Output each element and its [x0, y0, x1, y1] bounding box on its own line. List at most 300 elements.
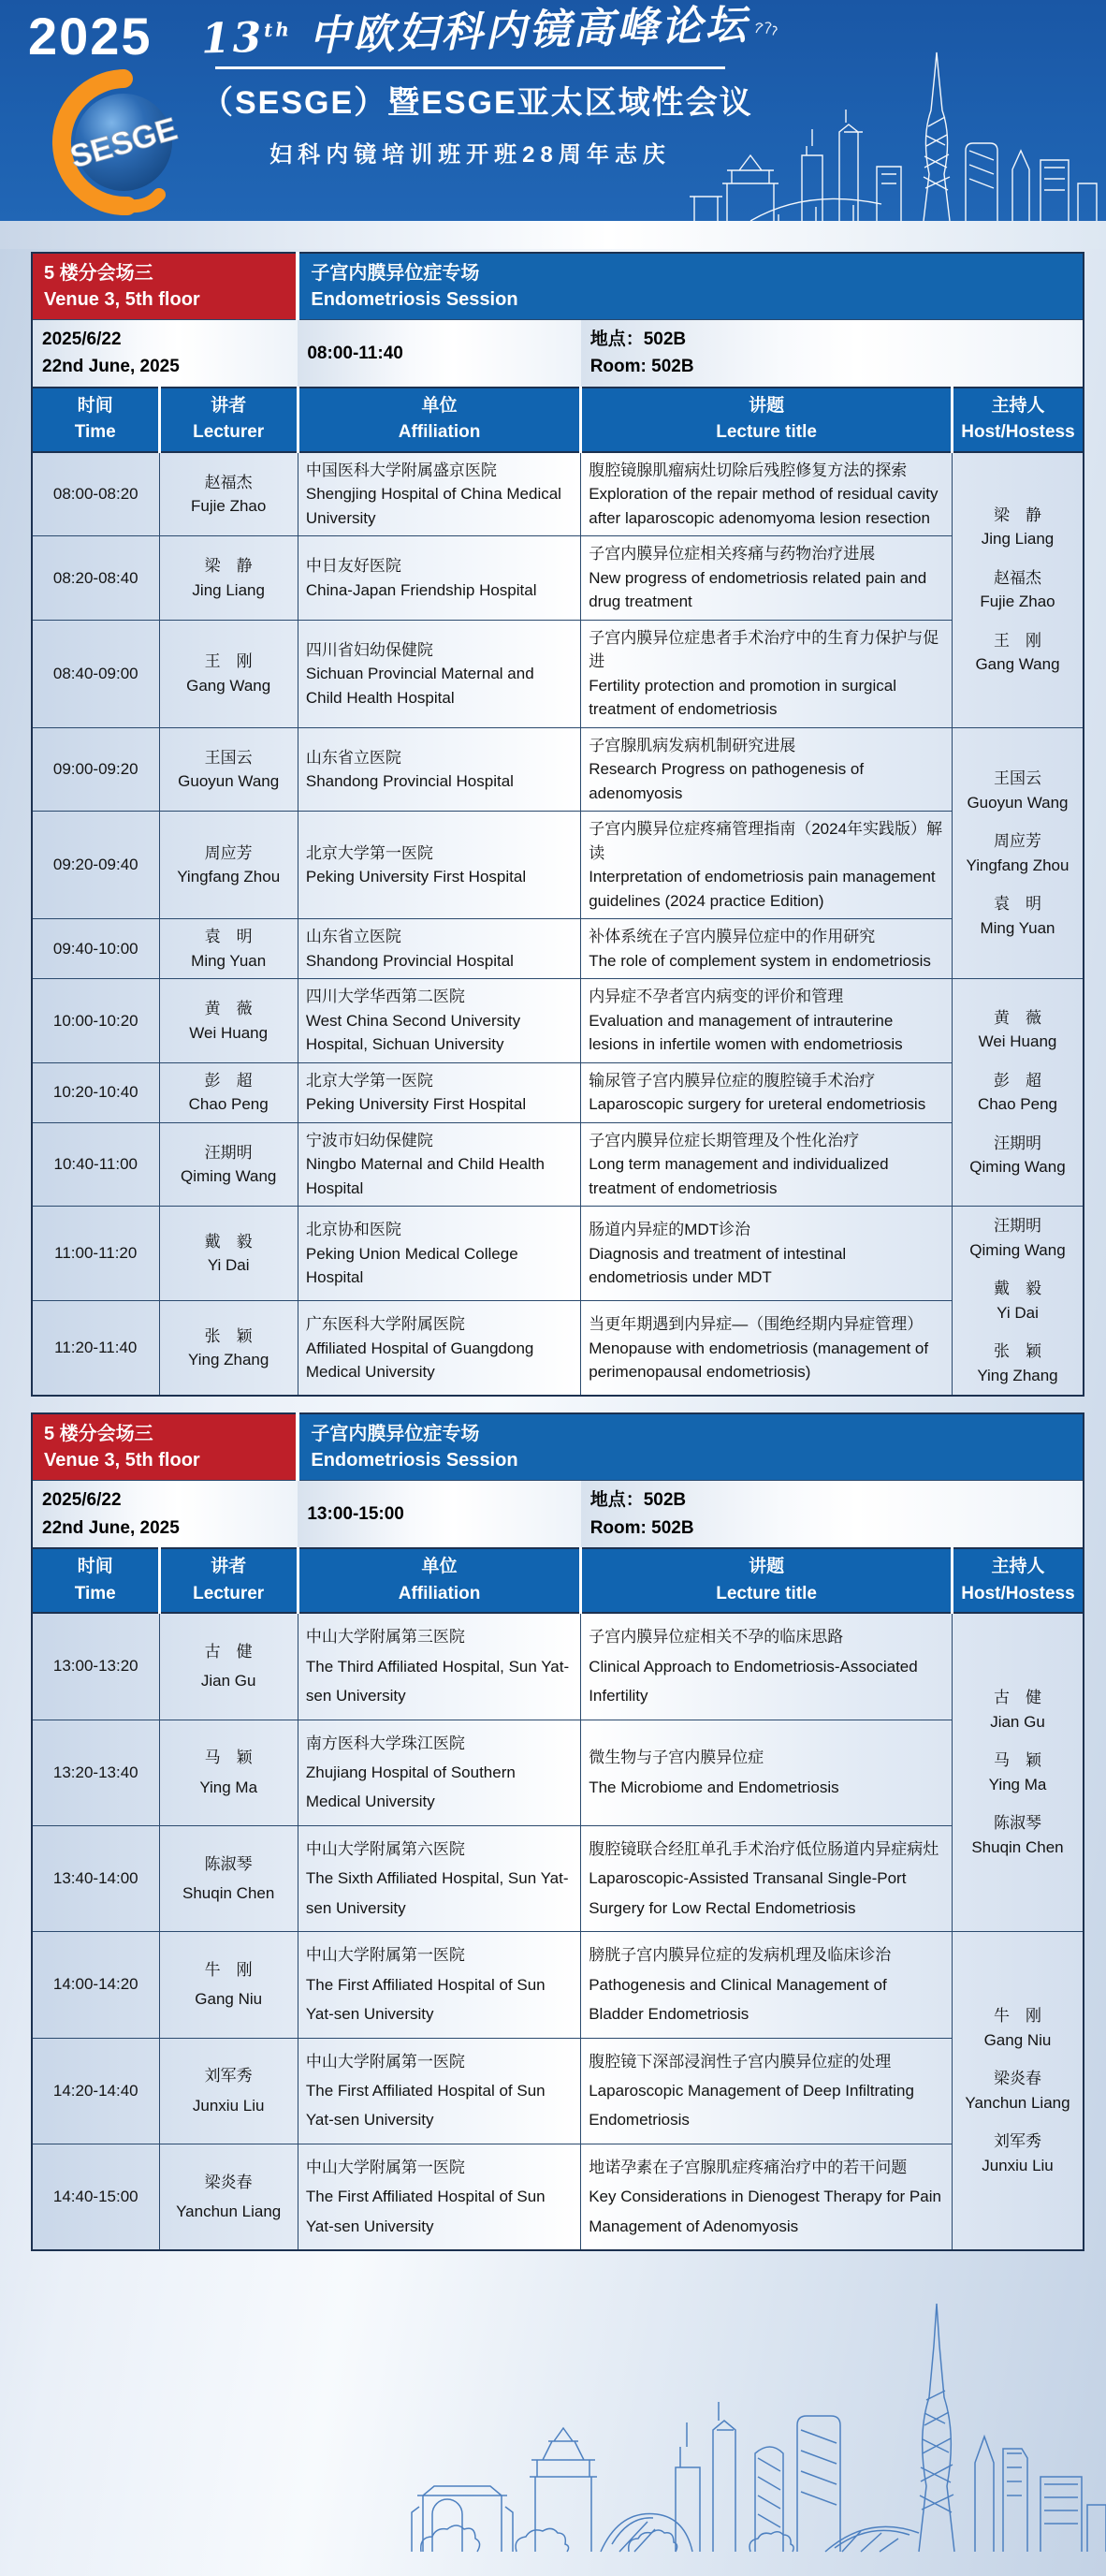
lecturer-cell	[159, 1720, 298, 1825]
banner-skyline-illustration	[638, 48, 1106, 221]
lecturer-cell	[159, 620, 298, 727]
lecturer-name-en: Wei Huang	[189, 1023, 269, 1042]
lecturer-name-cn: 彭 超	[204, 1071, 253, 1090]
time-cell: 14:20-14:40	[32, 2038, 159, 2144]
host-list	[954, 2004, 1081, 2177]
lecture-title-cell	[581, 919, 953, 979]
session-time-range-cell: 08:00-11:40	[298, 320, 580, 388]
session-meta-row	[32, 1481, 1084, 1548]
host-name-en: Ying Ma	[988, 1775, 1047, 1793]
affiliation-cn: 中山大学附属第一医院	[305, 2052, 465, 2071]
schedule-row	[32, 536, 1084, 621]
affiliation-cn: 中山大学附属第一医院	[305, 2158, 465, 2176]
session-meta-row	[32, 320, 1084, 388]
col-header-en: Host/Hostess	[961, 1583, 1075, 1603]
host-name-en: Shuqin Chen	[971, 1837, 1064, 1856]
lecture-title-en: Diagnosis and treatment of intestinal endometriosis under MDT	[589, 1244, 847, 1287]
affiliation-cn: 山东省立医院	[305, 928, 401, 946]
session-date-numeric: 2025/6/22	[42, 1490, 122, 1511]
host-name-cn: 马 颖	[993, 1751, 1041, 1770]
host-name-en: Fujie Zhao	[980, 593, 1055, 611]
col-header-cn: 主持人	[991, 395, 1045, 416]
track-cell	[298, 1413, 1084, 1481]
lecturer-name-en: Jing Liang	[192, 580, 265, 599]
venue-cell	[32, 253, 298, 320]
lecture-title-cn: 腹腔镜下深部浸润性子宫内膜异位症的处理	[589, 2052, 892, 2071]
host-list	[954, 504, 1081, 677]
host-name-cn: 汪期明	[993, 1134, 1041, 1152]
affiliation-cell	[298, 1613, 580, 1720]
lecture-title-cell	[581, 2144, 953, 2250]
affiliation-en: Shandong Provincial Hospital	[305, 772, 514, 791]
venue-name-en: Venue 3, 5th floor	[44, 289, 200, 310]
lecture-title-cell	[581, 1613, 953, 1720]
calligraphy-signature-marks	[754, 1, 779, 49]
host-name-cn: 袁 明	[993, 895, 1041, 914]
affiliation-cell	[298, 919, 580, 979]
venue-cell	[32, 1413, 298, 1481]
lecture-title-en: Key Considerations in Dienogest Therapy for Pain Management of Adenomyosis	[589, 2188, 941, 2235]
host-cell	[952, 452, 1084, 728]
schedule-row	[32, 1301, 1084, 1397]
lecture-title-cn: 子宫内膜异位症疼痛管理指南（2024年实践版）解读	[589, 820, 943, 862]
col-header-lecture-title	[581, 388, 953, 452]
lecture-title-en: New progress of endometriosis related pain and drug treatment	[589, 568, 927, 611]
col-header-cn: 讲者	[211, 395, 247, 416]
schedule-row	[32, 812, 1084, 919]
col-header-cn: 讲题	[749, 395, 785, 416]
host-entry	[954, 1006, 1081, 1054]
host-name-cn: 彭 超	[993, 1071, 1041, 1090]
host-name-en: Qiming Wang	[969, 1240, 1066, 1259]
affiliation-cn: 北京协和医院	[305, 1221, 401, 1239]
session-room-cell	[581, 320, 1084, 388]
venue-name-cn: 5 楼分会场三	[44, 263, 153, 284]
venue-name-cn: 5 楼分会场三	[44, 1424, 153, 1445]
lecturer-name-cn: 赵福杰	[204, 473, 253, 491]
lecture-title-en: Fertility protection and promotion in surgical treatment of endometriosis	[589, 676, 897, 719]
affiliation-en: Shengjing Hospital of China Medical University	[305, 485, 561, 527]
lecturer-name-en: Yanchun Liang	[176, 2202, 282, 2220]
lecture-title-cn: 输尿管子宫内膜异位症的腹腔镜手术治疗	[589, 1071, 876, 1090]
svg-text:SESGE: SESGE	[65, 110, 182, 176]
host-entry	[954, 829, 1081, 877]
lecturer-name-en: Chao Peng	[188, 1095, 269, 1114]
lecturer-name-en: Shuqin Chen	[182, 1884, 275, 1903]
affiliation-cell	[298, 2144, 580, 2250]
host-entry	[954, 1069, 1081, 1117]
col-header-en: Host/Hostess	[961, 422, 1075, 443]
lecturer-name-cn: 梁 静	[204, 557, 253, 576]
lecture-title-cn: 子宫腺肌病发病机制研究进展	[589, 736, 796, 754]
lecturer-name-en: Qiming Wang	[181, 1167, 277, 1186]
lecturer-cell	[159, 2038, 298, 2144]
lecturer-cell	[159, 1207, 298, 1301]
track-name-en: Endometriosis Session	[311, 289, 518, 310]
lecturer-name-en: Ying Ma	[199, 1778, 258, 1796]
venue-track-bar	[32, 253, 1084, 320]
host-name-en: Chao Peng	[977, 1095, 1058, 1114]
col-header-lecture-title	[581, 1548, 953, 1613]
lecture-title-cell	[581, 1720, 953, 1825]
lecturer-cell	[159, 919, 298, 979]
lecture-title-cn: 子宫内膜异位症相关疼痛与药物治疗进展	[589, 545, 876, 564]
host-entry	[954, 504, 1081, 551]
lecturer-name-en: Ying Zhang	[188, 1351, 269, 1369]
affiliation-en: Shandong Provincial Hospital	[305, 951, 514, 970]
column-header-row	[32, 388, 1084, 452]
track-name-en: Endometriosis Session	[311, 1450, 518, 1471]
lecturer-name-cn: 梁炎春	[204, 2173, 253, 2191]
session-block	[31, 1412, 1084, 2251]
host-name-cn: 刘军秀	[993, 2132, 1041, 2151]
host-entry	[954, 1214, 1081, 1262]
session-room-cn: 地点：502B	[589, 329, 687, 349]
host-name-cn: 牛 刚	[993, 2007, 1041, 2026]
lecture-title-cn: 内异症不孕者宫内病变的评价和管理	[589, 988, 844, 1006]
host-name-en: Ying Zhang	[977, 1366, 1058, 1384]
lecturer-cell	[159, 1613, 298, 1720]
schedule-row	[32, 979, 1084, 1063]
time-cell: 14:00-14:20	[32, 1932, 159, 2038]
venue-name-en: Venue 3, 5th floor	[44, 1450, 200, 1471]
lecture-title-cell	[581, 1122, 953, 1207]
session-date-cell	[32, 320, 298, 388]
lecture-title-en: Clinical Approach to Endometriosis-Associated Infertility	[589, 1657, 918, 1705]
schedule-row	[32, 620, 1084, 727]
lecture-title-cell	[581, 1207, 953, 1301]
host-cell	[952, 979, 1084, 1207]
affiliation-cell	[298, 1825, 580, 1931]
conference-tagline: 妇科内镜培训班开班28周年志庆	[269, 141, 671, 168]
host-list	[954, 767, 1081, 940]
lecturer-cell	[159, 1122, 298, 1207]
host-cell	[952, 1207, 1084, 1397]
col-header-affiliation	[298, 388, 580, 452]
lecture-title-en: Interpretation of endometriosis pain management guidelines (2024 practice Edition)	[589, 868, 936, 910]
schedule-row	[32, 1720, 1084, 1825]
lecture-title-en: The Microbiome and Endometriosis	[589, 1778, 839, 1796]
affiliation-cell	[298, 2038, 580, 2144]
host-entry	[954, 2067, 1081, 2115]
affiliation-en: West China Second University Hospital, Sichuan University	[305, 1011, 521, 1054]
affiliation-en: Peking University First Hospital	[305, 868, 527, 886]
host-name-cn: 梁炎春	[993, 2070, 1041, 2088]
col-header-en: Lecture title	[716, 422, 817, 443]
host-name-cn: 王国云	[993, 769, 1041, 788]
col-header-lecturer	[159, 388, 298, 452]
host-name-en: Gang Wang	[975, 655, 1060, 674]
time-cell: 09:20-09:40	[32, 812, 159, 919]
affiliation-cn: 宁波市妇幼保健院	[305, 1131, 433, 1149]
time-cell: 09:00-09:20	[32, 727, 159, 812]
lecturer-name-en: Gang Wang	[186, 676, 271, 695]
schedule-row	[32, 1932, 1084, 2038]
lecturer-name-cn: 古 健	[204, 1642, 253, 1661]
time-cell: 09:40-10:00	[32, 919, 159, 979]
session-room-en: Room: 502B	[589, 1517, 694, 1538]
col-header-cn: 单位	[421, 1557, 458, 1577]
lecturer-name-en: Fujie Zhao	[191, 497, 267, 516]
host-name-en: Jian Gu	[990, 1712, 1045, 1731]
host-entry	[954, 767, 1081, 814]
lecturer-cell	[159, 452, 298, 536]
affiliation-cn: 四川省妇幼保健院	[305, 640, 433, 659]
col-header-en: Lecture title	[716, 1583, 817, 1603]
host-entry	[954, 2004, 1081, 2052]
lecture-title-en: Laparoscopic Management of Deep Infiltrating Endometriosis	[589, 2081, 914, 2130]
lecture-title-cell	[581, 1062, 953, 1122]
lecturer-name-en: Yingfang Zhou	[177, 868, 281, 886]
affiliation-cell	[298, 452, 580, 536]
host-name-en: Yingfang Zhou	[966, 856, 1070, 874]
time-cell: 13:00-13:20	[32, 1613, 159, 1720]
affiliation-cn: 山东省立医院	[305, 748, 401, 767]
lecturer-cell	[159, 2144, 298, 2250]
host-name-en: Junxiu Liu	[982, 2156, 1054, 2174]
lecturer-name-cn: 王国云	[204, 748, 253, 767]
session-room-en: Room: 502B	[589, 357, 694, 377]
col-header-host-hostess	[952, 1548, 1084, 1613]
schedule-row	[32, 1825, 1084, 1931]
title-number: 13	[200, 13, 265, 64]
affiliation-en: Ningbo Maternal and Child Health Hospital	[305, 1155, 546, 1197]
lecture-title-cell	[581, 979, 953, 1063]
host-entry	[954, 1749, 1081, 1796]
col-header-host-hostess	[952, 388, 1084, 452]
lecturer-cell	[159, 812, 298, 919]
schedule-row	[32, 2144, 1084, 2250]
lecturer-cell	[159, 1062, 298, 1122]
lecturer-name-cn: 刘军秀	[204, 2067, 253, 2086]
schedule-row	[32, 727, 1084, 812]
affiliation-cell	[298, 979, 580, 1063]
affiliation-cell	[298, 1720, 580, 1825]
host-entry	[954, 1339, 1081, 1387]
lecture-title-en: Laparoscopic-Assisted Transanal Single-Port Surgery for Low Rectal Endometriosis	[589, 1869, 907, 1917]
affiliation-cn: 中国医科大学附属盛京医院	[305, 461, 497, 479]
col-header-en: Time	[74, 422, 116, 443]
col-header-en: Affiliation	[398, 1583, 481, 1603]
lecturer-name-en: Guoyun Wang	[178, 772, 280, 791]
lecture-title-en: Research Progress on pathogenesis of adenomyosis	[589, 760, 865, 802]
time-cell: 13:40-14:00	[32, 1825, 159, 1931]
host-name-cn: 戴 毅	[993, 1280, 1041, 1298]
host-list	[954, 1686, 1081, 1859]
col-header-cn: 主持人	[991, 1557, 1045, 1577]
host-name-en: Yanchun Liang	[965, 2093, 1070, 2112]
host-entry	[954, 892, 1081, 940]
host-name-en: Gang Niu	[983, 2030, 1052, 2049]
col-header-cn: 讲题	[749, 1557, 785, 1577]
lecture-title-en: Pathogenesis and Clinical Management of Bladder Endometriosis	[589, 1975, 887, 2024]
host-name-en: Yi Dai	[997, 1303, 1039, 1322]
host-name-cn: 王 刚	[993, 631, 1041, 650]
lecture-title-cell	[581, 2038, 953, 2144]
lecturer-name-cn: 汪期明	[204, 1143, 253, 1162]
title-ordinal: th	[263, 18, 293, 42]
affiliation-en: China-Japan Friendship Hospital	[305, 580, 537, 599]
host-name-en: Guoyun Wang	[967, 793, 1069, 812]
col-header-cn: 时间	[77, 1557, 113, 1577]
schedule-row	[32, 2038, 1084, 2144]
col-header-cn: 讲者	[211, 1557, 247, 1577]
session-date-text: 22nd June, 2025	[42, 1517, 180, 1538]
col-header-time	[32, 388, 159, 452]
lecture-title-en: Menopause with endometriosis (management of perimenopausal endometriosis)	[589, 1339, 929, 1382]
affiliation-en: Peking University First Hospital	[305, 1095, 527, 1114]
session-date-text: 22nd June, 2025	[42, 357, 180, 377]
lecture-title-cn: 地诺孕素在子宫腺肌症疼痛治疗中的若干问题	[589, 2158, 908, 2176]
host-entry	[954, 629, 1081, 677]
banner-bottom-strip	[0, 221, 1106, 249]
host-list	[954, 1214, 1081, 1387]
session-date-numeric: 2025/6/22	[42, 329, 122, 349]
lecture-title-cn: 子宫内膜异位症长期管理及个性化治疗	[589, 1131, 860, 1149]
host-name-cn: 周应芳	[993, 832, 1041, 851]
host-cell	[952, 727, 1084, 979]
lecturer-name-en: Ming Yuan	[191, 951, 267, 970]
host-cell	[952, 1932, 1084, 2250]
lecturer-cell	[159, 536, 298, 621]
time-cell: 14:40-15:00	[32, 2144, 159, 2250]
affiliation-cn: 四川大学华西第二医院	[305, 988, 465, 1006]
host-list	[954, 1006, 1081, 1179]
schedule-row	[32, 919, 1084, 979]
lecturer-name-cn: 黄 薇	[204, 1000, 253, 1018]
host-name-cn: 陈淑琴	[993, 1814, 1041, 1833]
host-name-en: Ming Yuan	[980, 918, 1055, 937]
lecture-title-en: Long term management and individualized treatment of endometriosis	[589, 1155, 889, 1197]
host-entry	[954, 1132, 1081, 1179]
col-header-cn: 单位	[421, 395, 458, 416]
lecturer-name-cn: 马 颖	[204, 1749, 253, 1767]
host-name-en: Jing Liang	[981, 530, 1055, 549]
lecture-title-cell	[581, 812, 953, 919]
footer-skyline-illustration	[395, 2271, 1106, 2576]
footer-art	[0, 2267, 1106, 2576]
affiliation-cn: 南方医科大学珠江医院	[305, 1734, 465, 1752]
schedule-row	[32, 1613, 1084, 1720]
lecture-title-cell	[581, 727, 953, 812]
affiliation-cell	[298, 1062, 580, 1122]
banner-year: 2025	[28, 7, 153, 66]
schedule-row	[32, 1122, 1084, 1207]
sesge-logo-icon	[49, 67, 198, 217]
affiliation-cn: 北京大学第一医院	[305, 1071, 433, 1090]
title-chinese: 中欧妇科内镜高峰论坛	[308, 1, 749, 61]
affiliation-en: The First Affiliated Hospital of Sun Yat-sen University	[305, 2081, 546, 2130]
lecture-title-en: Exploration of the repair method of residual cavity after laparoscopic adenomyoma lesion resection	[589, 485, 939, 527]
lecture-title-cn: 当更年期遇到内异症—（围绝经期内异症管理）	[589, 1315, 924, 1334]
lecturer-name-en: Jian Gu	[200, 1672, 256, 1690]
track-cell	[298, 253, 1084, 320]
lecturer-cell	[159, 979, 298, 1063]
host-entry	[954, 1811, 1081, 1859]
host-name-en: Qiming Wang	[969, 1158, 1066, 1177]
lecture-title-cn: 补体系统在子宫内膜异位症中的作用研究	[589, 928, 876, 946]
time-cell: 08:00-08:20	[32, 452, 159, 536]
lecturer-name-cn: 张 颖	[204, 1326, 253, 1345]
affiliation-cell	[298, 1122, 580, 1207]
session-schedule-area	[0, 249, 1106, 2251]
col-header-time	[32, 1548, 159, 1613]
time-cell: 13:20-13:40	[32, 1720, 159, 1825]
lecturer-name-cn: 周应芳	[204, 843, 253, 862]
venue-track-bar	[32, 1413, 1084, 1481]
track-name-cn: 子宫内膜异位症专场	[311, 1424, 480, 1445]
lecture-title-cn: 膀胱子宫内膜异位症的发病机理及临床诊治	[589, 1946, 892, 1965]
host-entry	[954, 2130, 1081, 2177]
host-name-cn: 赵福杰	[993, 568, 1041, 587]
time-cell: 10:20-10:40	[32, 1062, 159, 1122]
host-name-cn: 张 颖	[993, 1342, 1041, 1361]
lecture-title-cn: 子宫内膜异位症相关不孕的临床思路	[589, 1628, 844, 1647]
lecturer-cell	[159, 1825, 298, 1931]
session-block	[31, 252, 1084, 1397]
affiliation-cell	[298, 1301, 580, 1397]
affiliation-en: The First Affiliated Hospital of Sun Yat-sen University	[305, 2188, 546, 2235]
col-header-affiliation	[298, 1548, 580, 1613]
lecturer-name-en: Junxiu Liu	[192, 2096, 265, 2115]
lecture-title-cell	[581, 536, 953, 621]
affiliation-en: The First Affiliated Hospital of Sun Yat-sen University	[305, 1975, 546, 2024]
lecture-title-cn: 腹腔镜联合经肛单孔手术治疗低位肠道内异症病灶	[589, 1839, 939, 1858]
session-time-range-cell: 13:00-15:00	[298, 1481, 580, 1548]
lecturer-name-cn: 陈淑琴	[204, 1854, 253, 1873]
time-cell: 10:40-11:00	[32, 1122, 159, 1207]
host-name-cn: 梁 静	[993, 505, 1041, 524]
col-header-lecturer	[159, 1548, 298, 1613]
schedule-row	[32, 1207, 1084, 1301]
affiliation-en: The Sixth Affiliated Hospital, Sun Yat-sen University	[305, 1869, 569, 1917]
host-name-cn: 黄 薇	[993, 1008, 1041, 1027]
affiliation-en: Affiliated Hospital of Guangdong Medical University	[305, 1339, 534, 1382]
lecture-title-cell	[581, 1825, 953, 1931]
session-table	[31, 252, 1084, 1397]
lecturer-name-cn: 戴 毅	[204, 1232, 253, 1251]
affiliation-cell	[298, 727, 580, 812]
conference-banner	[0, 0, 1106, 221]
lecture-title-en: Evaluation and management of intrauterine lesions in infertile women with endometriosis	[589, 1011, 903, 1054]
lecture-title-cn: 子宫内膜异位症患者手术治疗中的生育力保护与促进	[589, 628, 939, 671]
affiliation-en: Zhujiang Hospital of Southern Medical University	[305, 1764, 516, 1811]
time-cell: 11:20-11:40	[32, 1301, 159, 1397]
track-name-cn: 子宫内膜异位症专场	[311, 263, 480, 284]
affiliation-en: The Third Affiliated Hospital, Sun Yat-sen University	[305, 1657, 570, 1705]
affiliation-cell	[298, 1207, 580, 1301]
lecture-title-cn: 肠道内异症的MDT诊治	[589, 1221, 751, 1239]
host-entry	[954, 566, 1081, 614]
affiliation-en: Peking Union Medical College Hospital	[305, 1244, 518, 1287]
affiliation-cell	[298, 1932, 580, 2038]
column-header-row	[32, 1548, 1084, 1613]
lecturer-name-cn: 袁 明	[204, 928, 253, 946]
host-cell	[952, 1613, 1084, 1931]
lecturer-name-cn: 牛 刚	[204, 1960, 253, 1979]
col-header-en: Time	[74, 1583, 116, 1603]
col-header-en: Affiliation	[398, 422, 481, 443]
host-entry	[954, 1686, 1081, 1734]
affiliation-cn: 广东医科大学附属医院	[305, 1315, 465, 1334]
affiliation-cn: 中山大学附属第一医院	[305, 1946, 465, 1965]
col-header-cn: 时间	[77, 395, 113, 416]
affiliation-cell	[298, 812, 580, 919]
host-name-cn: 汪期明	[993, 1217, 1041, 1236]
lecture-title-cn: 腹腔镜腺肌瘤病灶切除后残腔修复方法的探索	[589, 461, 908, 479]
lecture-title-en: Laparoscopic surgery for ureteral endometriosis	[589, 1095, 926, 1114]
lecturer-name-cn: 王 刚	[204, 652, 253, 671]
